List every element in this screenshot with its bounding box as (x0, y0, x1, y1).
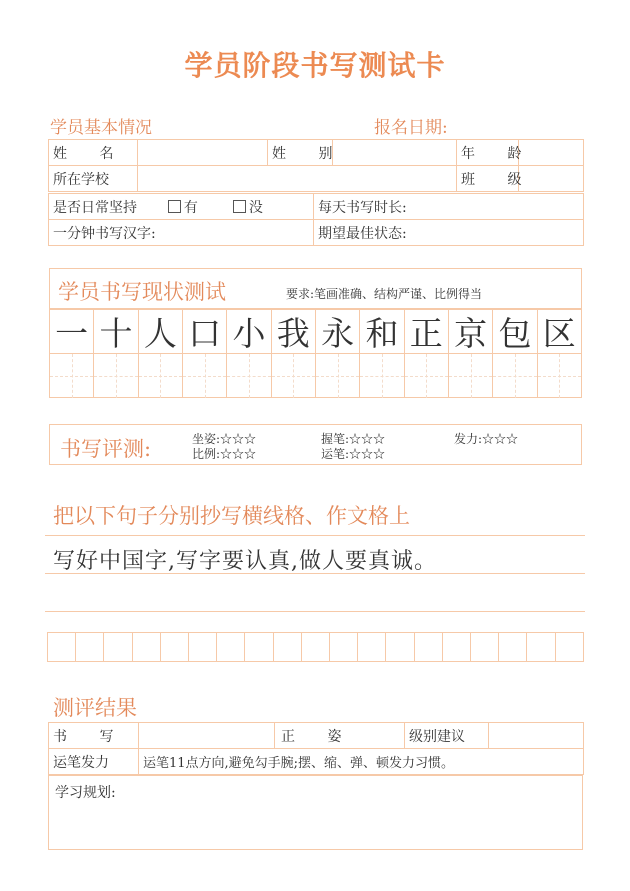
sample-character: 正 (405, 310, 448, 354)
composition-square[interactable] (330, 633, 358, 661)
composition-square[interactable] (302, 633, 330, 661)
result-section-label: 测评结果 (53, 696, 137, 720)
composition-square[interactable] (133, 633, 161, 661)
sample-character: 永 (316, 310, 359, 354)
no-checkbox[interactable] (233, 200, 246, 213)
char-cell (405, 310, 449, 397)
study-plan-label: 学习规划: (55, 785, 116, 801)
stroke-force-label: 运笔发力 (49, 749, 139, 775)
line-rule[interactable] (45, 611, 585, 612)
composition-square[interactable] (415, 633, 443, 661)
char-cell (360, 310, 404, 397)
composition-grid[interactable] (47, 632, 584, 662)
practice-square[interactable] (94, 354, 137, 398)
char-cell (449, 310, 493, 397)
sample-character: 我 (272, 310, 315, 354)
page-title: 学员阶段书写测试卡 (184, 49, 446, 82)
sample-character: 小 (227, 310, 270, 354)
line-rule (45, 573, 585, 574)
pen-hold-rating[interactable]: 握笔:☆☆☆ (321, 432, 386, 446)
stroke-force-text: 运笔11点方向,避免勾手腕;摆、缩、弹、顿发力习惯。 (139, 749, 584, 775)
result-table (48, 722, 584, 775)
one-minute-field[interactable] (49, 220, 314, 246)
practice-title: 学员书写现状测试 (58, 280, 226, 304)
char-cell (493, 310, 537, 397)
line-rule (45, 535, 585, 536)
practice-square[interactable] (227, 354, 270, 398)
composition-square[interactable] (471, 633, 499, 661)
registration-date-label: 报名日期: (374, 118, 448, 138)
char-cell (183, 310, 227, 397)
composition-square[interactable] (527, 633, 555, 661)
char-cell (227, 310, 271, 397)
evaluation-label: 书写评测: (60, 437, 152, 461)
gender-field[interactable] (333, 140, 457, 166)
composition-square[interactable] (443, 633, 471, 661)
posture-rating[interactable]: 坐姿:☆☆☆ (192, 432, 257, 446)
practice-square[interactable] (139, 354, 182, 398)
composition-square[interactable] (48, 633, 76, 661)
best-state-field[interactable] (314, 220, 584, 246)
practice-square[interactable] (405, 354, 448, 398)
posture-label: 正 姿 (275, 723, 405, 749)
study-plan-box[interactable] (48, 775, 583, 850)
sample-character: 京 (449, 310, 492, 354)
sample-character: 一 (50, 310, 93, 354)
stroke-rating[interactable]: 运笔:☆☆☆ (321, 447, 386, 461)
evaluation-box (49, 424, 582, 465)
class-label: 班 级 (457, 166, 519, 192)
one-minute-label: 一分钟书写汉字: (53, 225, 156, 242)
composition-square[interactable] (217, 633, 245, 661)
char-cell (50, 310, 94, 397)
practice-requirement: 要求:笔画准确、结构严谨、比例得当 (286, 287, 483, 301)
practice-square[interactable] (316, 354, 359, 398)
yes-checkbox[interactable] (168, 200, 181, 213)
composition-square[interactable] (499, 633, 527, 661)
daily-practice-cell (49, 194, 314, 220)
habit-table (48, 193, 584, 246)
char-cell (272, 310, 316, 397)
composition-square[interactable] (245, 633, 273, 661)
daily-time-label: 每天书写时长: (318, 199, 407, 216)
gender-label: 姓 别 (268, 140, 333, 166)
composition-square[interactable] (556, 633, 583, 661)
practice-square[interactable] (272, 354, 315, 398)
char-cell (538, 310, 581, 397)
practice-square[interactable] (50, 354, 93, 398)
char-cell (316, 310, 360, 397)
composition-square[interactable] (358, 633, 386, 661)
no-label: 没 (248, 199, 263, 216)
composition-square[interactable] (189, 633, 217, 661)
basic-info-table (48, 139, 584, 192)
composition-square[interactable] (104, 633, 132, 661)
composition-square[interactable] (161, 633, 189, 661)
sample-character: 十 (94, 310, 137, 354)
name-label: 姓 名 (49, 140, 138, 166)
proportion-rating[interactable]: 比例:☆☆☆ (192, 447, 257, 461)
writing-field[interactable] (139, 723, 275, 749)
level-label: 级别建议 (405, 723, 489, 749)
sample-character: 口 (183, 310, 226, 354)
best-state-label: 期望最佳状态: (318, 225, 407, 242)
practice-square[interactable] (538, 354, 581, 398)
sample-character: 包 (493, 310, 536, 354)
char-cell (94, 310, 138, 397)
force-rating[interactable]: 发力:☆☆☆ (454, 432, 519, 446)
practice-square[interactable] (493, 354, 536, 398)
composition-square[interactable] (76, 633, 104, 661)
copy-sentence: 写好中国字,写字要认真,做人要真诚。 (53, 549, 437, 574)
practice-character-grid (49, 309, 582, 398)
writing-label: 书 写 (49, 723, 139, 749)
sample-character: 人 (139, 310, 182, 354)
age-label: 年 龄 (457, 140, 519, 166)
copy-instruction: 把以下句子分别抄写横线格、作文格上 (53, 504, 410, 528)
practice-header (49, 268, 582, 309)
daily-time-field[interactable] (314, 194, 584, 220)
name-field[interactable] (138, 140, 268, 166)
sample-character: 和 (360, 310, 403, 354)
char-cell (139, 310, 183, 397)
level-field[interactable] (489, 723, 584, 749)
composition-square[interactable] (386, 633, 414, 661)
yes-label: 有 (183, 199, 198, 216)
school-label: 所在学校 (49, 166, 138, 192)
basic-info-section-label: 学员基本情况 (50, 118, 152, 138)
sample-character: 区 (538, 310, 581, 354)
practice-square[interactable] (183, 354, 226, 398)
daily-practice-label: 是否日常坚持 (53, 199, 137, 216)
school-field[interactable] (138, 166, 457, 192)
practice-square[interactable] (360, 354, 403, 398)
composition-square[interactable] (274, 633, 302, 661)
practice-square[interactable] (449, 354, 492, 398)
